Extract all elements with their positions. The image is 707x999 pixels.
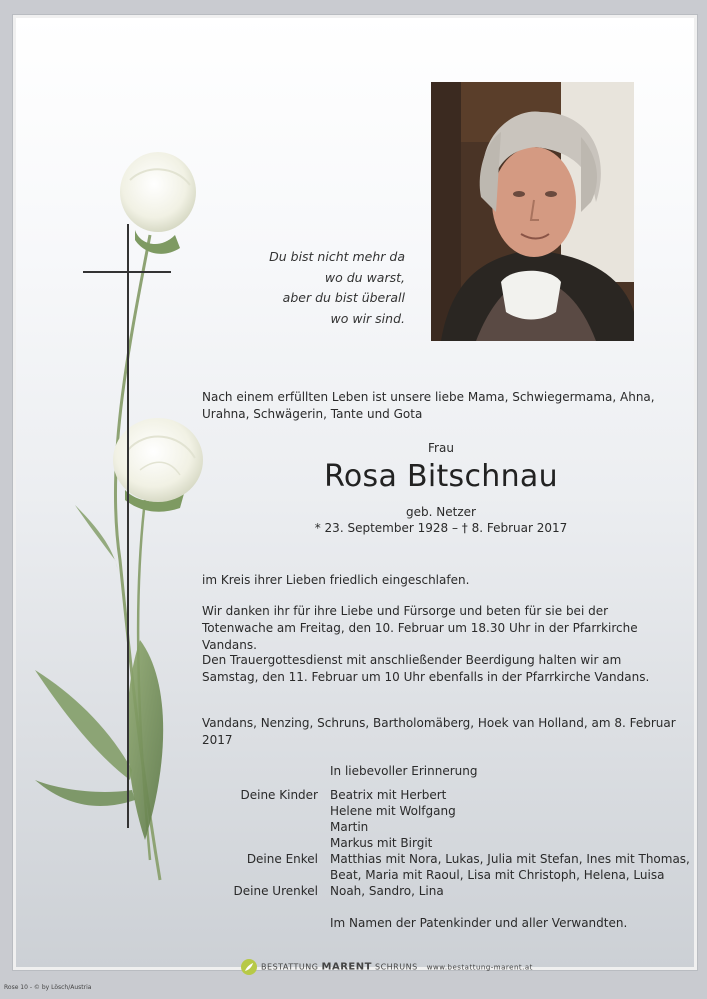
brand-prefix: BESTATTUNG — [261, 962, 319, 972]
cross-horizontal — [83, 271, 171, 273]
birth-name: geb. Netzer — [406, 505, 476, 519]
brand-city: SCHRUNS — [374, 962, 418, 972]
credit-text: Rose 10 - © by Lösch/Austria — [4, 984, 92, 991]
mourner-row — [200, 787, 690, 803]
closing-text: Im Namen der Patenkinder und aller Verwandten. — [330, 916, 628, 930]
mourner-value: Noah, Sandro, Lina — [330, 884, 444, 898]
quote-line: Du bist nicht mehr da — [269, 249, 405, 264]
mourner-label — [200, 819, 330, 835]
passed-text: im Kreis ihrer Lieben friedlich eingeschlafen. — [202, 573, 470, 587]
mourner-row — [200, 803, 690, 819]
mourner-row — [200, 867, 690, 883]
mourner-label: Deine Kinder — [240, 788, 318, 802]
mourner-label: Deine Urenkel — [233, 884, 318, 898]
mourner-row — [200, 819, 690, 835]
deceased-name: Rosa Bitschnau — [324, 459, 558, 494]
life-dates: * 23. September 1928 – † 8. Februar 2017 — [314, 521, 568, 535]
places-text: Vandans, Nenzing, Schruns, Bartholomäberg, Hoek van Holland, am 8. Februar 2017 — [202, 716, 676, 747]
portrait-photo — [431, 82, 634, 341]
mourner-value: Helene mit Wolfgang — [330, 804, 456, 818]
quote-line: wo wir sind. — [330, 310, 405, 326]
brand-name: MARENT — [321, 961, 372, 973]
mourner-value: Matthias mit Nora, Lukas, Julia mit Stefan, Ines mit Thomas, — [330, 852, 690, 866]
mourner-label — [200, 867, 330, 883]
mourner-value: Markus mit Birgit — [330, 836, 433, 850]
brand-url: www.bestattung-marent.at — [426, 963, 533, 972]
wake-text: Wir danken ihr für ihre Liebe und Fürsorge und beten für sie bei der Totenwache am Freitag, den 10. Februar um 18.30 Uhr in der Pfarrkirche Vandans. — [202, 604, 638, 652]
title-label: Frau — [428, 441, 454, 455]
mourners-list — [200, 763, 690, 931]
rose-illustration — [20, 140, 220, 900]
mourner-label: Deine Enkel — [246, 852, 318, 866]
mourner-row — [200, 883, 690, 899]
intro-text: Nach einem erfüllten Leben ist unsere liebe Mama, Schwiegermama, Ahna, Urahna, Schwägerin, Tante und Gota — [202, 390, 655, 421]
mourner-row — [200, 851, 690, 867]
mourner-label — [200, 835, 330, 851]
leaf-icon — [240, 958, 258, 976]
mourner-label — [200, 803, 330, 819]
mourner-row — [200, 835, 690, 851]
cross-vertical — [127, 224, 129, 828]
memorial-quote — [269, 247, 405, 329]
funeral-text: Den Trauergottesdienst mit anschließender Beerdigung halten wir am Samstag, den 11. Februar um 10 Uhr ebenfalls in der Pfarrkirche Vandans. — [202, 653, 650, 684]
mourner-value: Beat, Maria mit Raoul, Lisa mit Christoph, Helena, Luisa — [330, 868, 665, 882]
quote-line: aber du bist überall — [282, 290, 405, 305]
birth-info — [202, 504, 680, 536]
quote-line: wo du warst, — [324, 269, 405, 285]
mourner-value: Beatrix mit Herbert — [330, 788, 447, 802]
remembrance-text: In liebevoller Erinnerung — [330, 764, 478, 778]
mourner-value: Martin — [330, 820, 369, 834]
funeral-home-logo — [240, 958, 533, 976]
